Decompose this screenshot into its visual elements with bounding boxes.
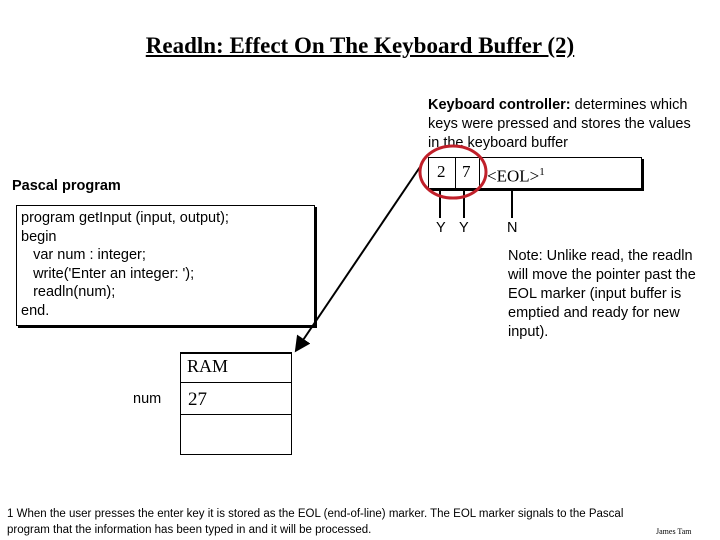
buffer-pointer-tick-2: [463, 190, 465, 218]
author-signature: James Tam: [656, 527, 692, 536]
keyboard-controller-text: determines which keys were pressed and stores the values in the keyboard buffer: [428, 97, 691, 151]
ram-variable-value: 27: [188, 389, 207, 410]
keyboard-buffer: [428, 157, 642, 189]
buffer-cell-1: 2: [437, 162, 446, 181]
ram-label: RAM: [187, 356, 229, 376]
ram-variable-name: num: [133, 391, 162, 407]
buffer-cell-2: 7: [462, 162, 471, 181]
buffer-cell-eol: [487, 158, 545, 188]
pascal-code-box: [16, 205, 315, 326]
buffer-divider: [455, 158, 456, 188]
buffer-flag-3: N: [507, 220, 518, 236]
slide-title: Readln: Effect On The Keyboard Buffer (2): [145, 33, 575, 58]
pascal-program-label: Pascal program: [12, 178, 121, 194]
buffer-flag-2: Y: [459, 220, 469, 236]
ram-divider-bottom: [180, 414, 291, 415]
eol-marker: <EOL>: [487, 166, 540, 186]
buffer-flag-1: Y: [436, 220, 446, 236]
keyboard-controller-description: [428, 96, 698, 153]
pascal-code: program getInput (input, output); begin var num : integer; write('Enter an integer: '); readln(num); end.: [21, 210, 229, 319]
eol-footnote-mark: 1: [539, 166, 545, 178]
buffer-pointer-tick-3: [511, 190, 513, 218]
pointer-arrow: [297, 167, 420, 349]
buffer-divider: [479, 158, 480, 188]
readln-note: Note: Unlike read, the readln will move the pointer past the EOL marker (input buffer is emptied and ready for new input).: [508, 248, 696, 340]
keyboard-controller-heading: Keyboard controller:: [428, 97, 571, 113]
footnote: 1 When the user presses the enter key it is stored as the EOL (end-of-line) marker. The EOL marker signals to the Pascal program that the information has been typed in and it will be processed.: [7, 508, 624, 536]
ram-divider-top: [180, 382, 291, 383]
buffer-pointer-tick-1: [439, 190, 441, 218]
